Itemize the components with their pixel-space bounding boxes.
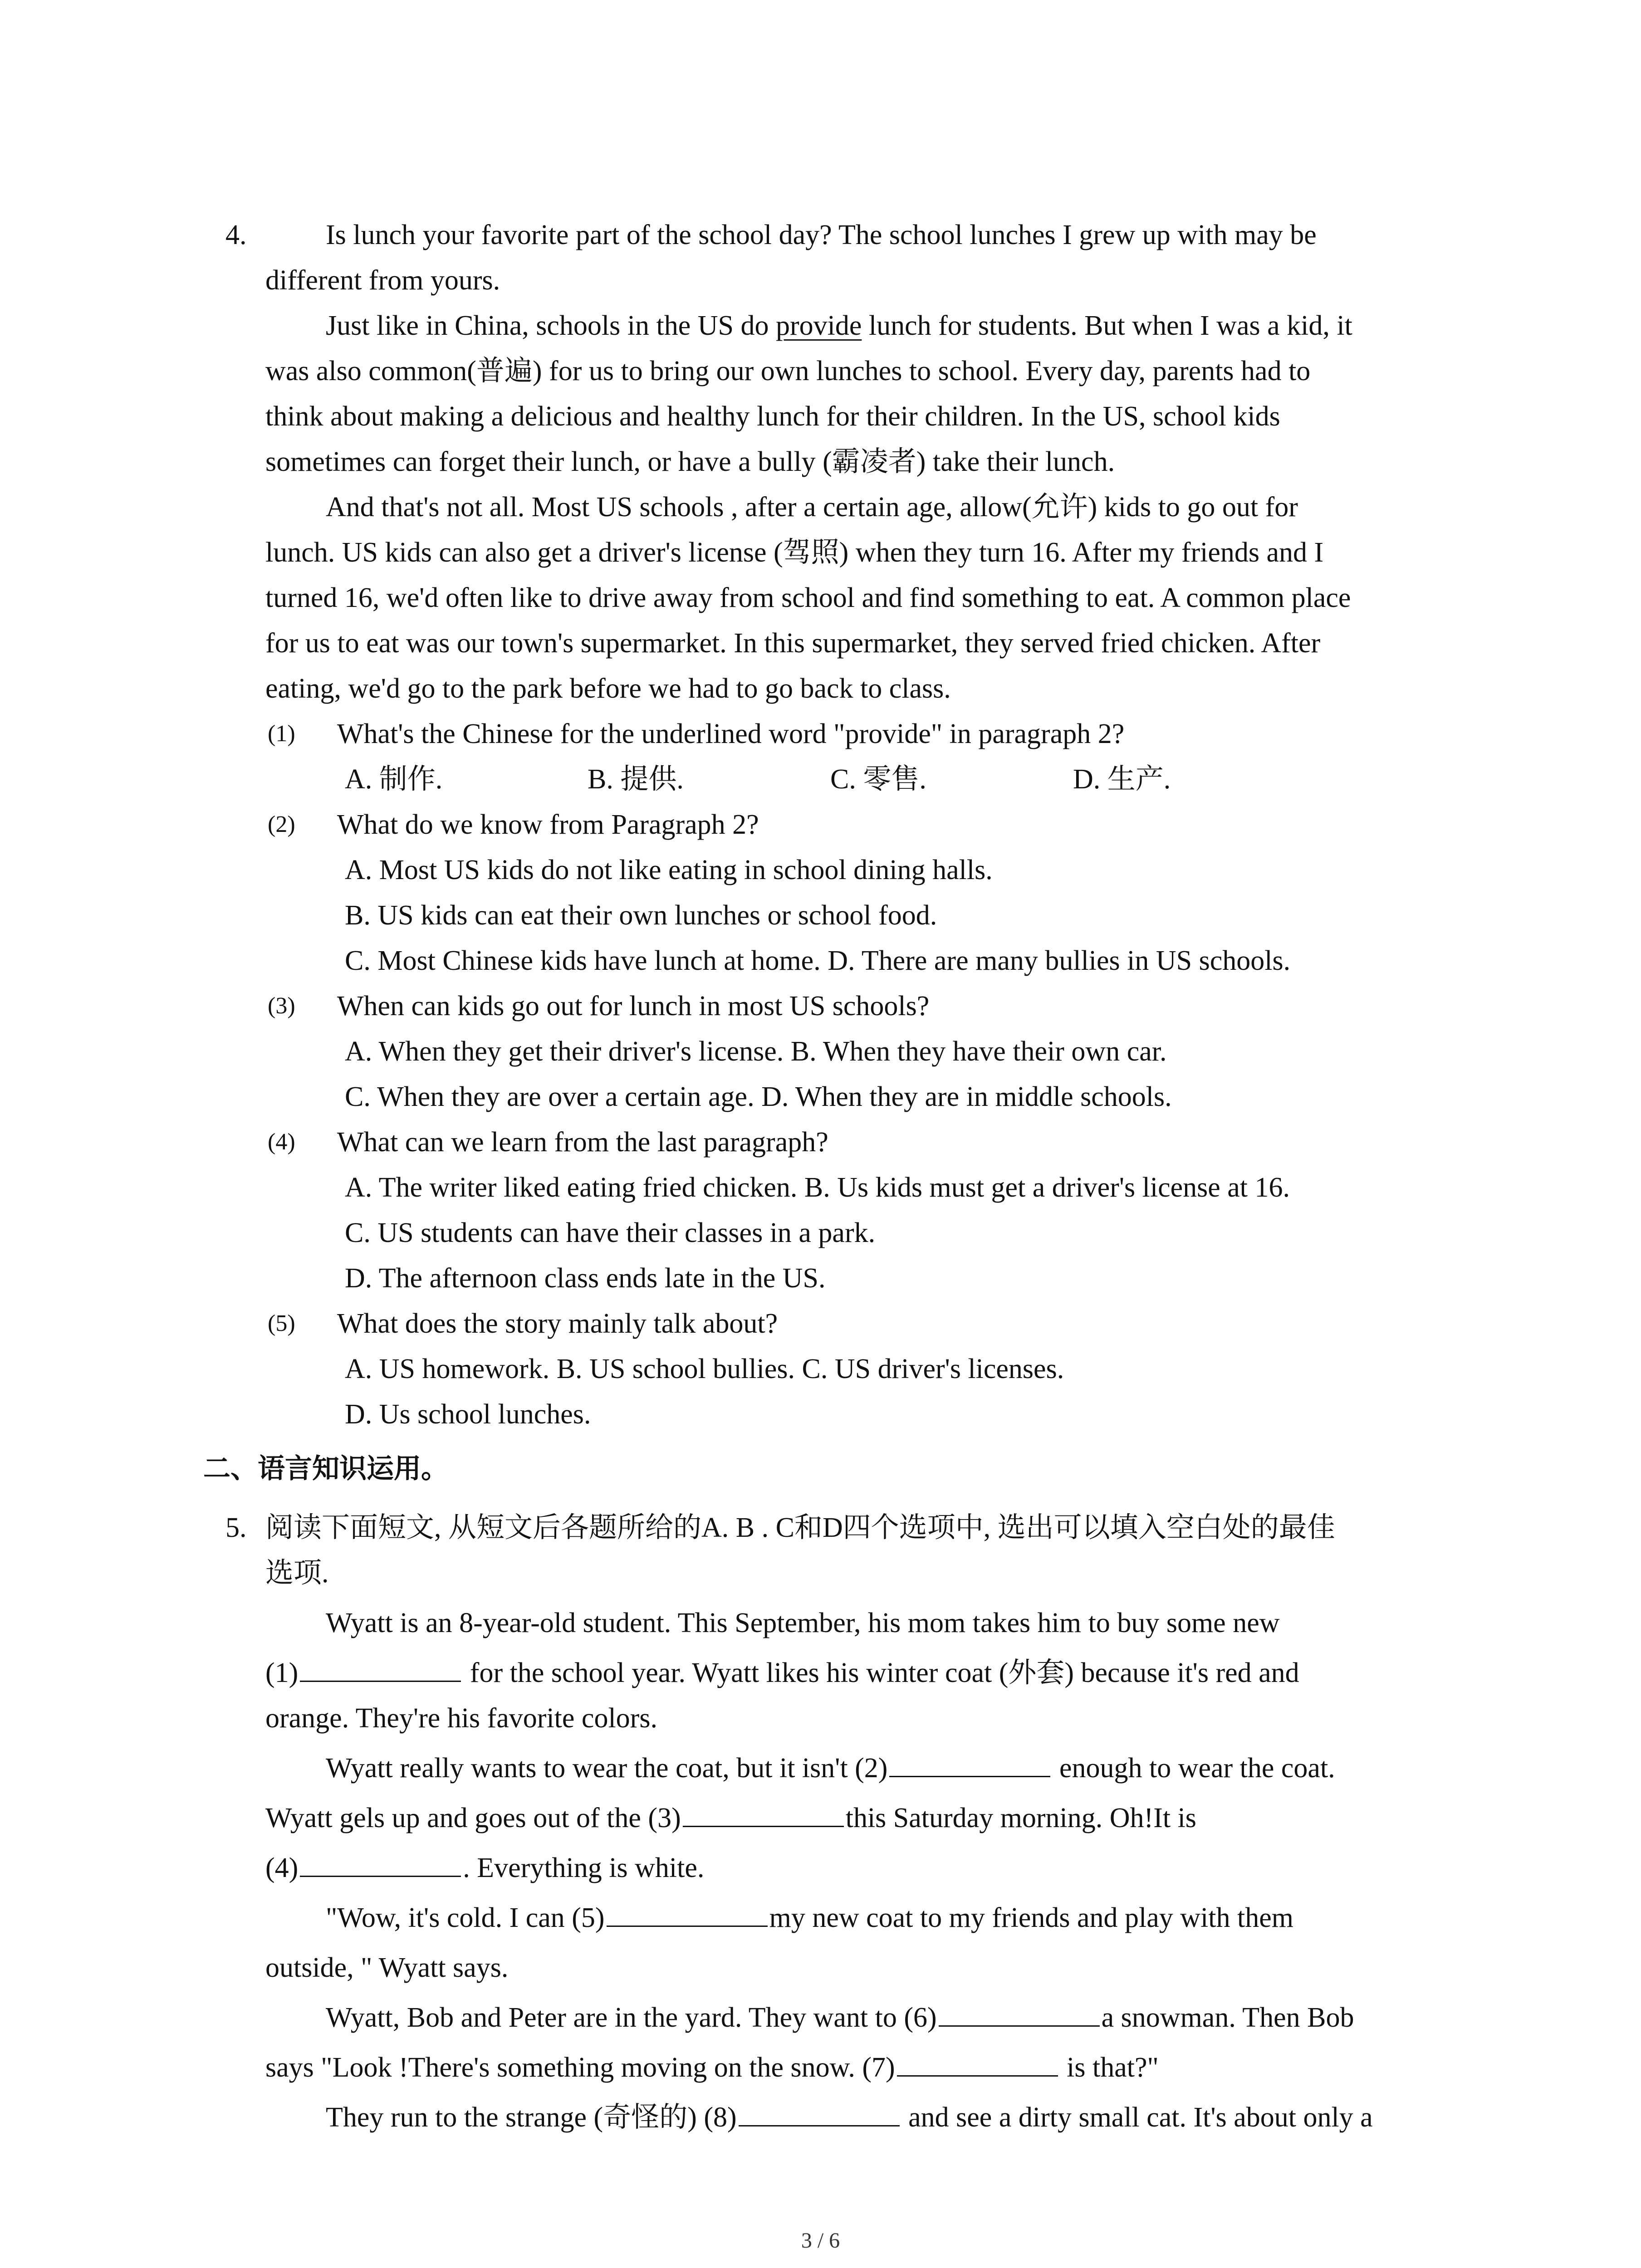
instruction-line: 阅读下面短文, 从短文后各题所给的A. B . C和D四个选项中, 选出可以填入空白处的最佳 [265, 1512, 1335, 1543]
subquestion-number: (3) [268, 993, 295, 1019]
cloze-line: "Wow, it's cold. I can (5) my new coat to my friends and play with them [326, 1900, 1293, 1936]
subquestion-text: What do we know from Paragraph 2? [337, 809, 759, 840]
passage-line: lunch. US kids can also get a driver's license (驾照) when they turn 16. After my friends and I [265, 537, 1324, 568]
option-d[interactable]: D. 生产. [1073, 764, 1171, 795]
option-line[interactable]: C. When they are over a certain age. D. When they are in middle schools. [345, 1081, 1172, 1112]
blank-1[interactable] [300, 1655, 461, 1682]
subquestion-number: (2) [268, 811, 295, 837]
blank-4[interactable] [300, 1850, 461, 1877]
blank-7[interactable] [897, 2050, 1058, 2077]
passage-line: think about making a delicious and healthy lunch for their children. In the US, school kids [265, 401, 1280, 432]
subquestion-text: What does the story mainly talk about? [337, 1308, 778, 1339]
cloze-line: Wyatt gels up and goes out of the (3) this Saturday morning. Oh!It is [265, 1800, 1196, 1836]
option-line[interactable]: A. Most US kids do not like eating in school dining halls. [345, 855, 993, 885]
question-number: 4. [225, 220, 247, 250]
cloze-line: outside, " Wyatt says. [265, 1952, 509, 1983]
option-b[interactable]: B. 提供. [588, 764, 684, 795]
cloze-line: says "Look !There's something moving on the snow. (7) is that?" [265, 2049, 1159, 2086]
cloze-line: Wyatt really wants to wear the coat, but it isn't (2) enough to wear the coat. [326, 1750, 1335, 1786]
option-line[interactable]: C. US students can have their classes in a park. [345, 1217, 876, 1248]
subquestion-number: (4) [268, 1129, 295, 1155]
subquestion-text: What's the Chinese for the underlined word "provide" in paragraph 2? [337, 719, 1125, 749]
passage-line: And that's not all. Most US schools , after a certain age, allow(允许) kids to go out for [326, 492, 1298, 523]
passage-line: sometimes can forget their lunch, or have a bully (霸凌者) take their lunch. [265, 446, 1115, 477]
option-line[interactable]: D. The afternoon class ends late in the US. [345, 1263, 826, 1294]
option-line[interactable]: C. Most Chinese kids have lunch at home. D. There are many bullies in US schools. [345, 945, 1291, 976]
passage-line: different from yours. [265, 265, 500, 296]
blank-8[interactable] [739, 2100, 900, 2126]
option-line[interactable]: B. US kids can eat their own lunches or school food. [345, 900, 937, 931]
passage-line: Just like in China, schools in the US do provide lunch for students. But when I was a kid, it [326, 310, 1352, 341]
cloze-line: Wyatt is an 8-year-old student. This September, his mom takes him to buy some new [326, 1608, 1280, 1638]
blank-3[interactable] [683, 1800, 844, 1827]
option-line[interactable]: A. US homework. B. US school bullies. C. US driver's licenses. [345, 1354, 1064, 1384]
cloze-line: orange. They're his favorite colors. [265, 1703, 657, 1734]
passage-line: Is lunch your favorite part of the school day? The school lunches I grew up with may be [326, 220, 1317, 250]
option-line[interactable]: A. When they get their driver's license. B. When they have their own car. [345, 1036, 1167, 1067]
question-number: 5. [225, 1512, 247, 1543]
blank-6[interactable] [939, 2000, 1100, 2027]
instruction-line: 选项. [265, 1558, 329, 1589]
subquestion-number: (5) [268, 1310, 295, 1336]
section-heading: 二、语言知识运用。 [203, 1453, 448, 1485]
blank-2[interactable] [889, 1750, 1050, 1777]
option-a[interactable]: A. 制作. [345, 764, 443, 795]
passage-line: eating, we'd go to the park before we had to go back to class. [265, 673, 951, 704]
cloze-line: (1) for the school year. Wyatt likes his winter coat (外套) because it's red and [265, 1655, 1299, 1691]
cloze-line: (4) . Everything is white. [265, 1850, 704, 1886]
passage-line: was also common(普遍) for us to bring our own lunches to school. Every day, parents had to [265, 356, 1311, 386]
subquestion-number: (1) [268, 721, 295, 747]
page-number: 3 / 6 [801, 2229, 840, 2253]
blank-5[interactable] [607, 1900, 768, 1927]
option-line[interactable]: A. The writer liked eating fried chicken. B. Us kids must get a driver's license at 16. [345, 1172, 1290, 1203]
option-c[interactable]: C. 零售. [830, 764, 926, 795]
subquestion-text: What can we learn from the last paragraph? [337, 1127, 828, 1158]
cloze-line: Wyatt, Bob and Peter are in the yard. They want to (6) a snowman. Then Bob [326, 1999, 1354, 2036]
passage-line: for us to eat was our town's supermarket. In this supermarket, they served fried chicken. After [265, 628, 1321, 659]
option-line[interactable]: D. Us school lunches. [345, 1399, 591, 1430]
underlined-word: provide [776, 310, 862, 341]
passage-line: turned 16, we'd often like to drive away from school and find something to eat. A common place [265, 582, 1351, 613]
cloze-line: They run to the strange (奇怪的) (8) and see a dirty small cat. It's about only a [326, 2099, 1373, 2136]
subquestion-text: When can kids go out for lunch in most US schools? [337, 991, 930, 1022]
